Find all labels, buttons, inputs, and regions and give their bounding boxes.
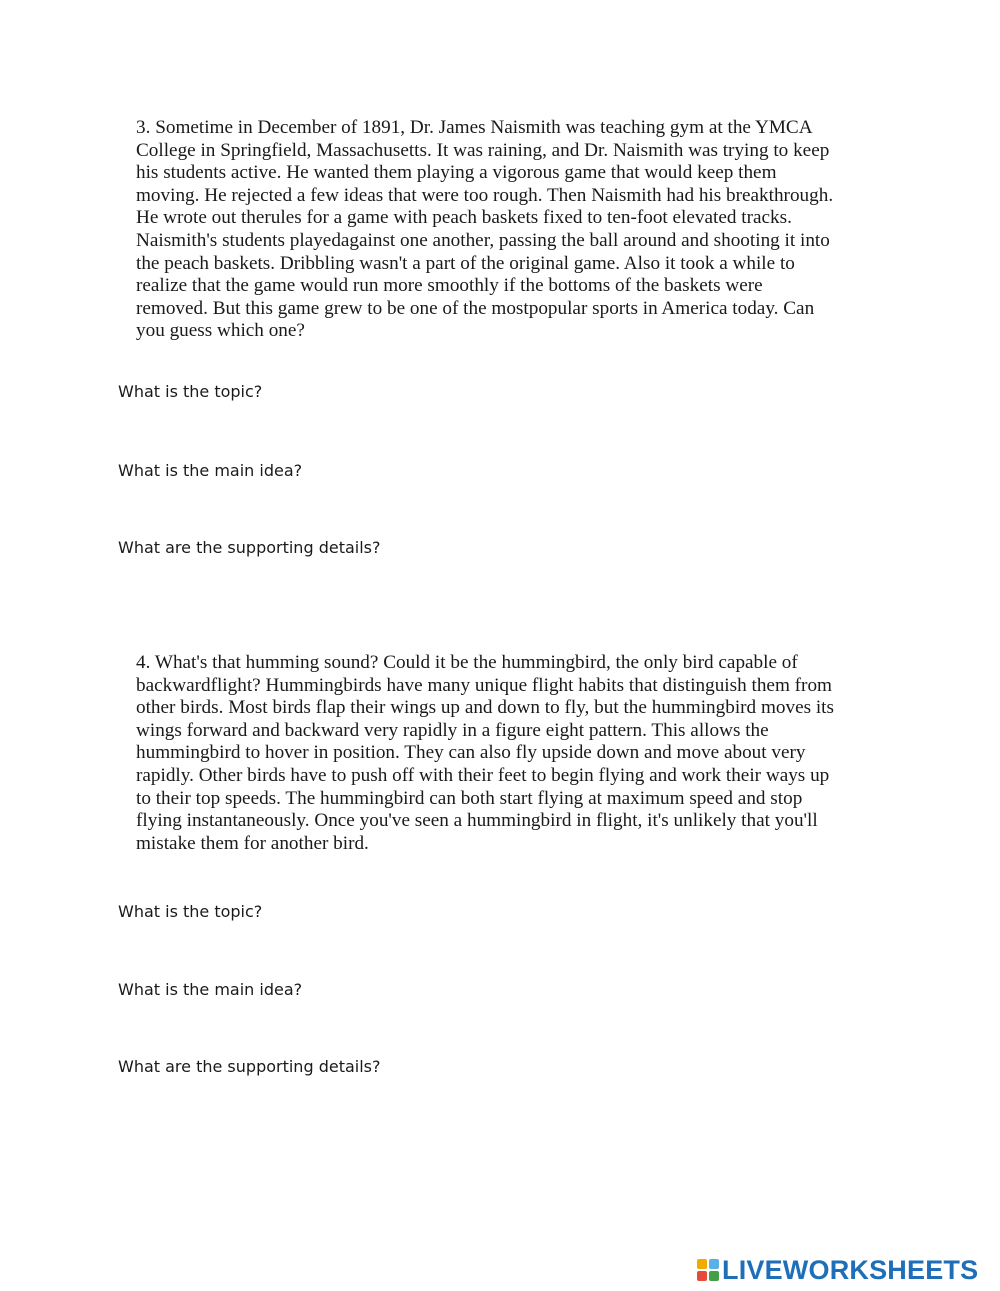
passage-4-text: 4. What's that humming sound? Could it be the hummingbird, the only bird capable of backwardflight? Hummingbirds have many unique flight habits that distinguish them from other birds. Most birds flap their wings up and down to fly, but the hummingbird moves its wings forward and backward very rapidly in a figure eight pattern. This allows the hummingbird to hover in position. They can also fly upside down and move about very rapidly. Other birds have to push off with their feet to begin flying and work their ways up to their top speeds. The hummingbird can both start flying at maximum speed and stop flying instantaneously. Once you've seen a hummingbird in flight, it's unlikely that you'll mistake them for another bird.	[136, 652, 834, 854]
logo-square-2	[709, 1259, 719, 1269]
passage-4-details-question: What are the supporting details?	[118, 1057, 381, 1076]
liveworksheets-logo-icon	[697, 1259, 719, 1281]
logo-square-1	[697, 1259, 707, 1269]
passage-4-main-idea-question: What is the main idea?	[118, 980, 303, 999]
passage-3-topic-question: What is the topic?	[118, 382, 263, 401]
passage-4-topic-question: What is the topic?	[118, 902, 263, 921]
passage-3-main-idea-question: What is the main idea?	[118, 461, 303, 480]
passage-3-text: 3. Sometime in December of 1891, Dr. James Naismith was teaching gym at the YMCA College in Springfield, Massachusetts. It was raining, and Dr. Naismith was trying to keep his students active. He wanted them playing a vigorous game that would keep them moving. He rejected a few ideas that were too rough. Then Naismith had his breakthrough. He wrote out therules for a game with peach baskets fixed to ten-foot elevated tracks. Naismith's students playedagainst one another, passing the ball around and shooting it into the peach baskets. Dribbling wasn't a part of the original game. Also it took a while to realize that the game would run more smoothly if the bottoms of the baskets were removed. But this game grew to be one of the mostpopular sports in America today. Can you guess which one?	[136, 117, 834, 342]
logo-square-3	[697, 1271, 707, 1281]
liveworksheets-logo	[697, 1255, 978, 1285]
liveworksheets-logo-text: LIVEWORKSHEETS	[722, 1255, 979, 1285]
logo-square-4	[709, 1271, 719, 1281]
passage-3-details-question: What are the supporting details?	[118, 538, 381, 557]
